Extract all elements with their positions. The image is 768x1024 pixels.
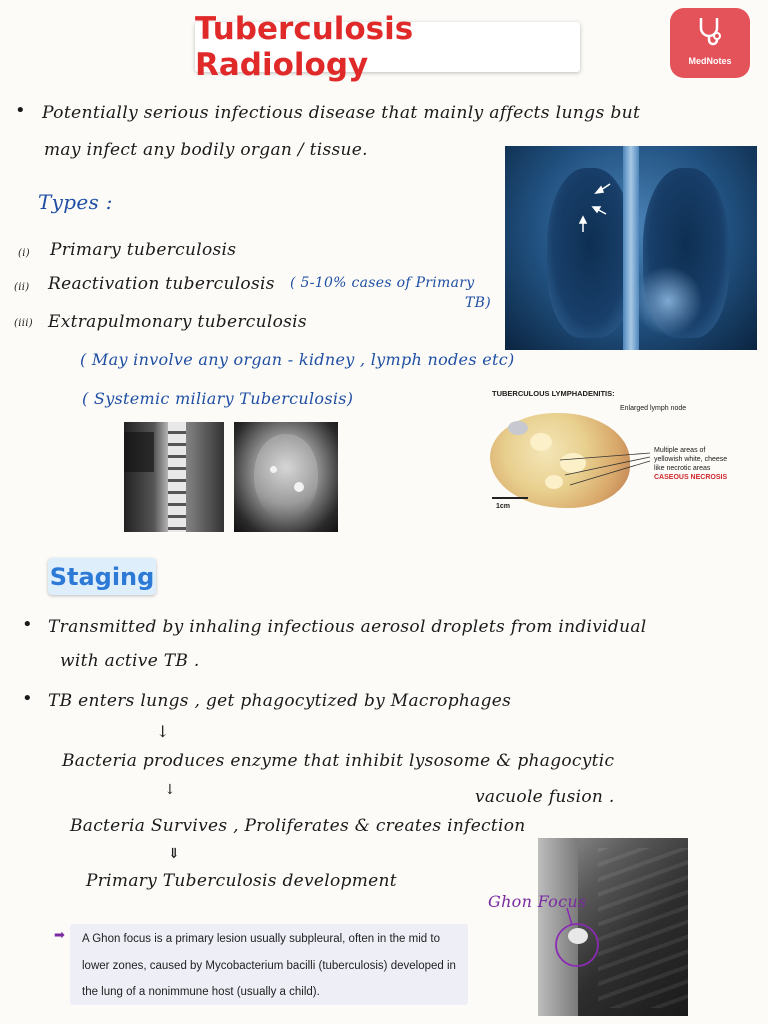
lymph-label-1: Enlarged lymph node: [620, 405, 687, 412]
type-num-2: (ii): [14, 282, 30, 293]
down-arrow-icon: ↓: [156, 722, 170, 741]
bullet-dot: •: [22, 688, 33, 709]
staging-step-3: Primary Tuberculosis development: [86, 871, 397, 891]
type-item-3: Extrapulmonary tuberculosis: [48, 312, 307, 332]
types-heading: Types :: [38, 190, 113, 214]
brain-mri-image: [234, 422, 338, 532]
type-item-2-note: ( 5-10% cases of Primary: [290, 275, 475, 291]
title-box: [195, 11, 580, 83]
spine-mri-image: [124, 422, 224, 532]
type-item-2: Reactivation tuberculosis: [48, 274, 275, 294]
staging-heading: Staging: [49, 562, 155, 591]
caseous-necrosis-label: CASEOUS NECROSIS: [654, 474, 728, 481]
logo-text: MedNotes: [688, 56, 732, 66]
ghon-note-text: A Ghon focus is a primary lesion usually subpleural, often in the mid to lower zones, caused by Mycobacterium bacilli (tuberculosis) developed in the lung of a nonimmune host (usually a child).: [82, 933, 456, 998]
arrow-right-icon: ➡: [54, 928, 65, 943]
arrow-icon: [505, 146, 757, 350]
intro-line-2: may infect any bodily organ / tissue.: [44, 140, 368, 160]
down-arrow-icon: ⇓: [168, 846, 181, 862]
lymph-title: TUBERCULOUS LYMPHADENITIS:: [492, 389, 615, 398]
type-item-2-note-2: TB): [465, 295, 491, 311]
mednotes-logo: [670, 8, 750, 78]
bullet-dot: •: [22, 614, 33, 635]
types-sub-1: ( May involve any organ - kidney , lymph nodes etc): [80, 350, 515, 369]
scale-label: 1cm: [496, 503, 511, 510]
staging-box: [48, 558, 156, 595]
type-num-3: (iii): [14, 318, 33, 329]
down-arrow-icon: ↓: [164, 782, 177, 798]
intro-line-1: Potentially serious infectious disease that mainly affects lungs but: [42, 103, 641, 123]
page-title: Tuberculosis Radiology: [195, 11, 414, 83]
type-item-1: Primary tuberculosis: [50, 240, 237, 260]
staging-step-2: Bacteria Survives , Proliferates & creates infection: [70, 816, 526, 836]
type-num-1: (i): [18, 248, 30, 259]
stethoscope-icon: [693, 14, 727, 48]
bullet-dot: •: [15, 100, 26, 121]
staging-step-1: Bacteria produces enzyme that inhibit lysosome & phagocytic: [62, 751, 615, 771]
types-sub-2: ( Systemic miliary Tuberculosis): [82, 389, 354, 408]
pointer-lines: [560, 435, 660, 495]
lymph-label-2: Multiple areas of yellowish white, cheese like necrotic areas CASEOUS NECROSIS: [654, 447, 728, 481]
staging-step-1-line-2: vacuole fusion .: [475, 787, 615, 807]
staging-b1-line-1: Transmitted by inhaling infectious aerosol droplets from individual: [48, 617, 647, 637]
chest-xray-image: [505, 146, 757, 350]
scale-bar: [492, 497, 528, 499]
ghon-circle-marker: [520, 905, 610, 975]
staging-b1-line-2: with active TB .: [60, 651, 200, 671]
ghon-focus-label: Ghon Focus: [488, 892, 587, 911]
staging-b2: TB enters lungs , get phagocytized by Macrophages: [48, 691, 512, 711]
ghon-note-box: [70, 924, 468, 1005]
